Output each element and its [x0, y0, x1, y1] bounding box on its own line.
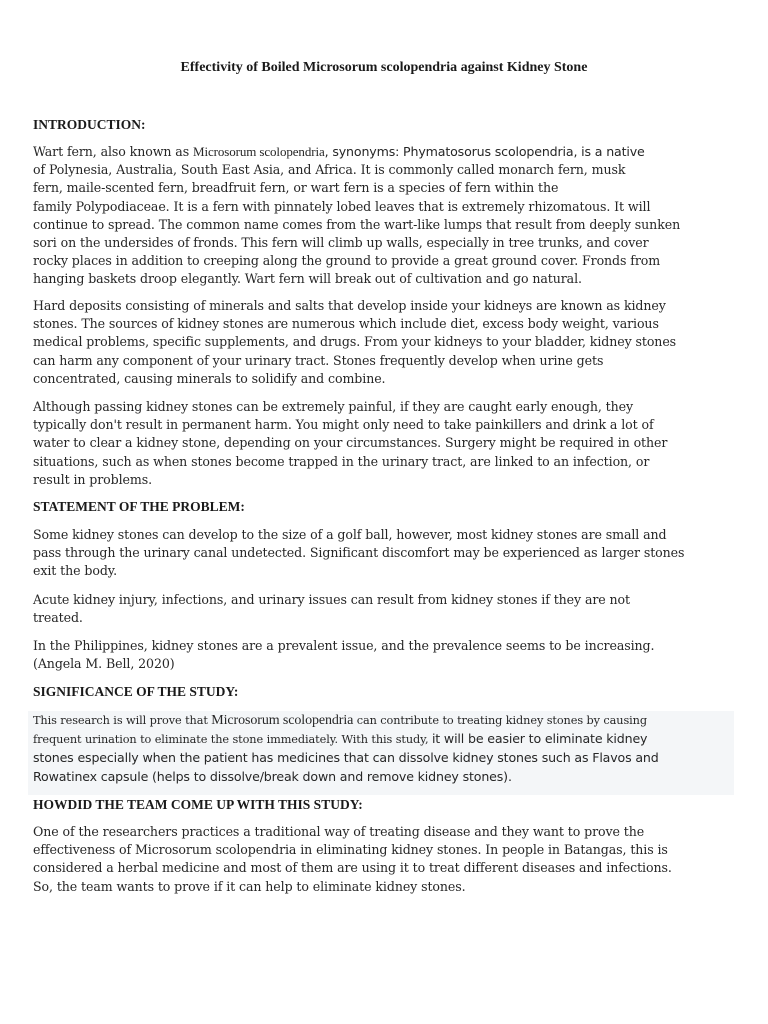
paragraph-line: medical problems, specific supplements, and drugs. From your kidneys to your bladder, kidney stones — [33, 334, 677, 350]
paragraph-line: can harm any component of your urinary tract. Stones frequently develop when urine gets — [33, 352, 604, 368]
paragraph-line: of Polynesia, Australia, South East Asia, and Africa. It is commonly called monarch fern, musk — [33, 162, 626, 178]
origin-paragraph — [33, 823, 733, 896]
paragraph-line: Wart fern, also known as Microsorum scolopendria, synonyms: Phymatosorus scolopendria, is a native — [33, 144, 645, 159]
paragraph-line: Some kidney stones can develop to the size of a golf ball, however, most kidney stones are small and — [33, 527, 667, 542]
problem-paragraph-1 — [33, 526, 733, 581]
paragraph-line: concentrated, causing minerals to solidify and combine. — [33, 370, 386, 386]
paragraph-line: hanging baskets droop elegantly. Wart fern will break out of cultivation and go natural. — [33, 271, 582, 287]
paragraph-line: stones especially when the patient has medicines that can dissolve kidney stones such as Flavos and — [33, 750, 659, 766]
introduction-paragraph-3 — [33, 398, 733, 489]
origin-heading: HOWDID THE TEAM COME UP WITH THIS STUDY: — [33, 797, 363, 812]
paragraph-line: continue to spread. The common name comes from the wart-like lumps that result from deeply sunken — [33, 216, 681, 232]
problem-heading: STATEMENT OF THE PROBLEM: — [33, 499, 245, 514]
scientific-name: Microsorum scolopendria — [192, 144, 325, 159]
paragraph-line: pass through the urinary canal undetected. Significant discomfort may be experienced as larger stones — [33, 545, 685, 561]
paragraph-line: (Angela M. Bell, 2020) — [33, 656, 175, 672]
problem-paragraph-2 — [33, 591, 733, 627]
paragraph-line: Rowatinex capsule (helps to dissolve/break down and remove kidney stones). — [33, 768, 512, 784]
paragraph-line: rocky places in addition to creeping along the ground to provide a great ground cover. Fronds from — [33, 253, 661, 269]
problem-paragraph-3 — [33, 637, 733, 673]
scientific-name: Microsorum scolopendria — [211, 713, 354, 728]
significance-heading: SIGNIFICANCE OF THE STUDY: — [33, 684, 239, 699]
introduction-heading: INTRODUCTION: — [33, 117, 146, 132]
paragraph-line: One of the researchers practices a traditional way of treating disease and they want to prove the — [33, 824, 645, 839]
paragraph-line: stones. The sources of kidney stones are numerous which include diet, excess body weight, various — [33, 316, 659, 332]
paragraph-line: treated. — [33, 610, 83, 626]
paragraph-line: Acute kidney injury, infections, and urinary issues can result from kidney stones if they are not — [33, 592, 630, 607]
paragraph-line: In the Philippines, kidney stones are a prevalent issue, and the prevalence seems to be increasing. — [33, 638, 655, 653]
paragraph-line: This research is will prove that Microsorum scolopendria can contribute to treating kidney stones by causing — [33, 713, 647, 728]
paragraph-line: fern, maile-scented fern, breadfruit fern, or wart fern is a species of fern within the — [33, 180, 559, 196]
paragraph-line: situations, such as when stones become trapped in the urinary tract, are linked to an infection, or — [33, 453, 650, 469]
paragraph-line: So, the team wants to prove if it can help to eliminate kidney stones. — [33, 878, 466, 894]
paragraph-line: family Polypodiaceae. It is a fern with pinnately lobed leaves that is extremely rhizomatous. It will — [33, 198, 651, 214]
document-title: Effectivity of Boiled Microsorum scolopendria against Kidney Stone — [180, 60, 588, 75]
paragraph-line: result in problems. — [33, 471, 152, 487]
paragraph-line: typically don't result in permanent harm. You might only need to take painkillers and drink a lot of — [33, 417, 654, 433]
introduction-paragraph-1 — [33, 143, 733, 289]
paragraph-line: considered a herbal medicine and most of them are using it to treat different diseases and infections. — [33, 860, 672, 876]
paragraph-line: exit the body. — [33, 563, 118, 579]
paragraph-line: effectiveness of Microsorum scolopendria in eliminating kidney stones. In people in Batangas, this is — [33, 842, 668, 858]
paragraph-line: water to clear a kidney stone, depending on your circumstances. Surgery might be required in other — [33, 435, 668, 451]
paragraph-line: frequent urination to eliminate the stone immediately. With this study, it will be easier to eliminate kidney — [33, 731, 648, 747]
significance-paragraph — [33, 711, 733, 786]
paragraph-line: sori on the undersides of fronds. This fern will climb up walls, especially in tree trunks, and cover — [33, 235, 649, 251]
introduction-paragraph-2 — [33, 297, 733, 388]
paragraph-line: Although passing kidney stones can be extremely painful, if they are caught early enough, they — [33, 399, 633, 414]
paragraph-line: Hard deposits consisting of minerals and salts that develop inside your kidneys are known as kidney — [33, 298, 666, 313]
